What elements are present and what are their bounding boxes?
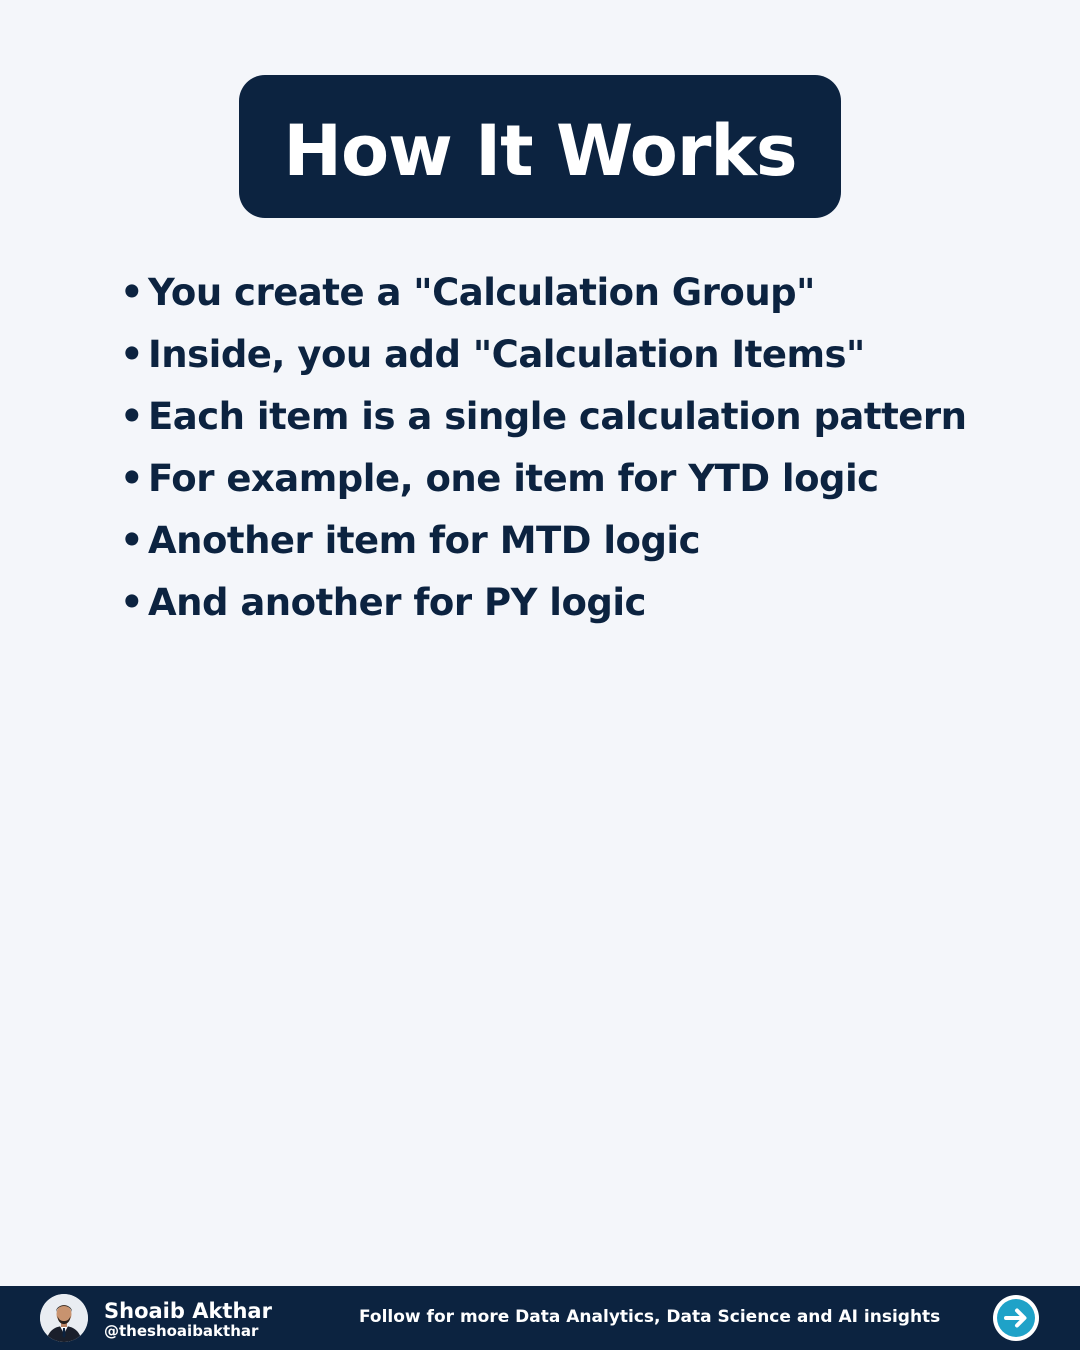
list-item-text: Inside, you add "Calculation Items" [148,333,865,376]
list-item [120,262,1020,324]
bullet-dot: • [120,395,144,438]
title-banner [239,75,841,218]
page-title: How It Works [283,109,797,192]
follow-cta: Follow for more Data Analytics, Data Science and AI insights [359,1307,941,1327]
bullet-dot: • [120,457,144,500]
list-item [120,572,1020,634]
bullet-dot: • [120,271,144,314]
footer-bar [0,1286,1080,1350]
list-item [120,510,1020,572]
bullet-dot: • [120,519,144,562]
author-name: Shoaib Akthar [104,1299,272,1323]
list-item-text: You create a "Calculation Group" [148,271,815,314]
author-handle: @theshoaibakthar [104,1322,259,1340]
list-item [120,324,1020,386]
list-item [120,386,1020,448]
list-item [120,448,1020,510]
bullet-dot: • [120,333,144,376]
list-item-text: And another for PY logic [148,581,646,624]
list-item-text: For example, one item for YTD logic [148,457,879,500]
arrow-right-circle-icon[interactable] [992,1294,1040,1342]
bullet-list [120,262,1020,634]
list-item-text: Each item is a single calculation pattern [148,395,967,438]
person-avatar-icon[interactable] [40,1294,88,1342]
bullet-dot: • [120,581,144,624]
list-item-text: Another item for MTD logic [148,519,701,562]
